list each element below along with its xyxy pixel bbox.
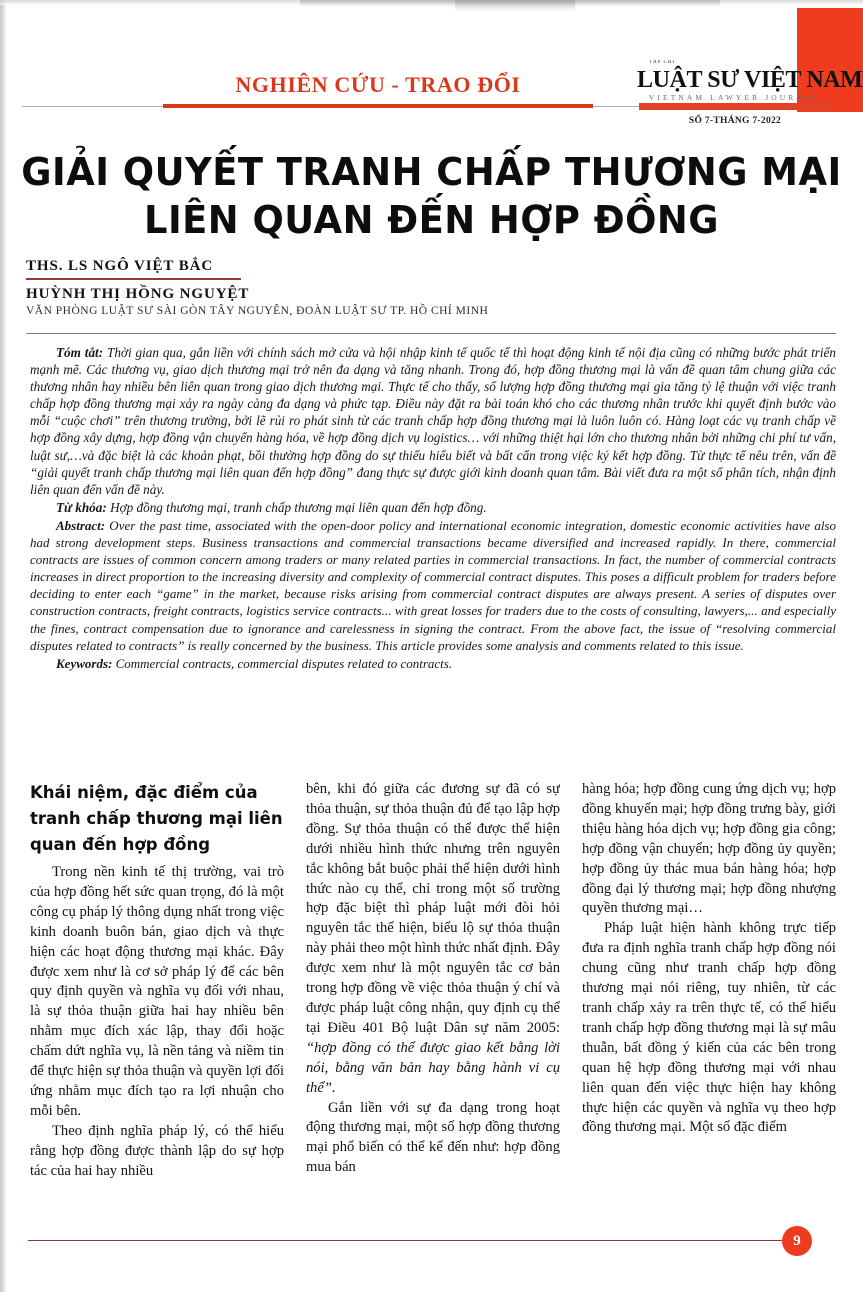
author-block bbox=[26, 258, 726, 317]
keywords-en-text: Commercial contracts, commercial disputes related to contracts. bbox=[112, 655, 453, 671]
paragraph: hàng hóa; hợp đồng cung ứng dịch vụ; hợp đồng khuyến mại; hợp đồng trưng bày, giới thiệu hàng hóa dịch vụ; hợp đồng gia công; hợp đồng vận chuyển; hợp đồng ủy quyền; hợp đồng ủy thác mua bán hàng hóa; hợp đồng đại lý thương mại; hợp đồng nhượng quyền thương mại… bbox=[582, 781, 836, 917]
body-columns bbox=[30, 780, 836, 1222]
journal-logo-subtitle: VIETNAM LAWYER JOURNAL bbox=[648, 93, 822, 102]
article-title bbox=[0, 148, 863, 244]
abstract-vi-text: Thời gian qua, gắn liền với chính sách mở cửa và hội nhập kinh tế quốc tế thì hoạt động kinh tế nội địa cũng có những bước phát triển mạnh mẽ. Các thương vụ, giao dịch thương mại trở nên đa dạng và tăng nhanh. Trong đó, hợp đồng thương mại là vấn đề quan tâm chung giữa các thương nhân hay nhiều bên liên quan trong giao dịch thương mại. Thực tế cho thấy, số lượng hợp đồng thương mại gia tăng tỷ lệ thuận với việc tranh chấp hợp đồng thương mại xảy ra ngày càng đa dạng và phức tạp. Điều này đặt ra bài toán khó cho các thương nhân trước khi quyết định bước vào mỗi “cuộc chơi” trên thương trường, bởi lẽ rủi ro phát sinh từ các tranh chấp hợp đồng thương mại là luôn luôn có. Hàng loạt các vụ tranh chấp về hợp đồng xây dựng, hợp đồng vận chuyển hàng hóa, về hợp đồng dịch vụ logistics… với những thiệt hại lớn cho thương nhân bởi những chi phí tư vấn, luật sư,…và đặc biệt là các khoản phạt, bồi thường hợp đồng do sự thiếu hiểu biết và bất cẩn trong việc ký kết hợp đồng. Từ thực tế nêu trên, vấn đề “giải quyết tranh chấp thương mại liên quan đến hợp đồng” đang thực sự được giới kinh doanh quan tâm. Bài viết đưa ra một số phân tích, nhận định liên quan đến vấn đề này. bbox=[30, 345, 836, 497]
footer-rule bbox=[28, 1240, 798, 1241]
author-secondary: HUỲNH THỊ HỒNG NGUYỆT bbox=[26, 286, 250, 302]
paragraph: Trong nền kinh tế thị trường, vai trò của hợp đồng hết sức quan trọng, đó là một công cụ pháp lý thông dụng nhất trong việc kinh doanh buôn bán, giao dịch và thực hiện các hoạt động thương mại khác. Đây được xem như là cơ sở pháp lý để các bên quy định quyền và nghĩa vụ đối với nhau, là sự thỏa thuận giữa hai hay nhiều bên nhằm mục đích xác lập, thay đổi hoặc chấm dứt nghĩa vụ, là nền tảng và niềm tin để thực hiện sự thỏa thuận và quyền lợi đối ứng nhằm mục đích tạo ra lợi nhuận cho mỗi bên. bbox=[30, 864, 284, 1119]
keywords-vi-label: Từ khóa: bbox=[56, 499, 107, 515]
journal-logo-title: LUẬT SƯ VIỆT NAM bbox=[637, 67, 863, 93]
paragraph: Pháp luật hiện hành không trực tiếp đưa ra định nghĩa tranh chấp hợp đồng nói chung cũng như tranh chấp hợp đồng thương mại nói riêng, tuy nhiên, từ các tranh chấp xảy ra trên thực tế, có thể hiểu tranh chấp hợp đồng thương mại là sự mâu thuẫn, bất đồng ý kiến của các bên trong quan hệ hợp đồng thương mại với nhau liên quan đến việc thực hiện hay không thực hiện các quyền và nghĩa vụ theo hợp đồng thương mại. Một số đặc điểm bbox=[582, 920, 836, 1136]
journal-logo-micro-text: TẠP CHÍ bbox=[649, 60, 676, 65]
journal-logo-red-bar bbox=[639, 103, 831, 110]
paragraph: Gắn liền với sự đa dạng trong hoạt động thương mại, một số hợp đồng thương mại phổ biến có thể kể đến như: hợp đồng mua bán bbox=[306, 1099, 560, 1176]
keywords-vietnamese bbox=[30, 499, 836, 516]
paragraph bbox=[306, 780, 560, 1099]
section-kicker: NGHIÊN CỨU - TRAO ĐỔI bbox=[235, 72, 521, 97]
abstract-vietnamese bbox=[30, 344, 836, 498]
abstract-en-text: Over the past time, associated with the open-door policy and international economic integration, domestic economic activities have also had strong development steps. Business transactions and commercial transactions became diversified and increased rapidly. In there, commercial contracts are issues of common concern among traders or many related parties in commercial transactions. In fact, the number of commercial contracts increases in direct proportion to the increasing diversity and complexity of commercial contract disputes. This poses a difficult problem for traders before deciding to enter each “game” in the market, because risks arising from commercial contract disputes are always present. A series of disputes over construction contracts, freight contracts, logistics service contracts... with great losses for traders due to the costs of consulting, lawyers,... and especially the fines, contract compensation due to ignorance and carelessness in signing the contract. From the above fact, the issue of “resolving commercial disputes related to contracts” is really concerned by the business. This article provides some analysis and comments related to this issue. bbox=[30, 517, 836, 653]
keywords-english bbox=[30, 655, 836, 672]
body-column-1 bbox=[30, 780, 284, 1222]
abstract-english bbox=[30, 517, 836, 654]
abstract-block bbox=[30, 344, 836, 673]
abstract-en-label: Abstract: bbox=[56, 517, 106, 533]
journal-logo bbox=[637, 60, 863, 126]
legal-quotation: “hợp đồng có thể được giao kết bằng lời nói, bằng văn bản hay bằng hành vi cụ thể”. bbox=[306, 1039, 560, 1096]
scan-smudge-secondary bbox=[455, 0, 575, 12]
body-column-3 bbox=[582, 780, 836, 1222]
keywords-vi-text: Hợp đồng thương mại, tranh chấp thương mại liên quan đến hợp đồng. bbox=[106, 499, 487, 515]
abstract-vi-label: Tóm tắt: bbox=[56, 345, 104, 360]
masthead bbox=[0, 60, 863, 142]
paragraph-text: bên, khi đó giữa các đương sự đã có sự thỏa thuận, sự thỏa thuận đủ để tạo lập hợp đồng. Sự thỏa thuận có thể được thể hiện dưới nhiều hình thức nhưng trên nguyên tắc không bắt buộc phải thể hiện dưới hình thức nào cụ thể, chỉ trong một số trường hợp đặc biệt thì pháp luật mới đòi hỏi nguyên tắc thể hiện, biểu lộ sự thỏa thuận này phải theo một hình thức nhất định. Đây được xem như là một nguyên tắc cơ bản trong hợp đồng về việc thỏa thuận ý chí và được pháp luật công nhận, quy định cụ thể tại Điều 401 Bộ luật Dân sự năm 2005: bbox=[306, 781, 560, 1036]
keywords-en-label: Keywords: bbox=[56, 655, 113, 671]
article-title-line-1: GIẢI QUYẾT TRANH CHẤP THƯƠNG MẠI bbox=[21, 150, 842, 194]
author-block-underline bbox=[26, 333, 836, 334]
section-heading: Khái niệm, đặc điểm của tranh chấp thương mại liên quan đến hợp đồng bbox=[30, 783, 283, 854]
section-kicker-rule bbox=[163, 104, 593, 108]
paragraph: Theo định nghĩa pháp lý, có thể hiểu rằng hợp đồng được thành lập do sự hợp tác của hai hay nhiều bbox=[30, 1122, 284, 1179]
article-title-line-2: LIÊN QUAN ĐẾN HỢP ĐỒNG bbox=[143, 198, 720, 242]
page-number-badge: 9 bbox=[782, 1226, 812, 1256]
author-rule bbox=[26, 278, 241, 280]
author-affiliation: VĂN PHÒNG LUẬT SƯ SÀI GÒN TÂY NGUYÊN, ĐOÀN LUẬT SƯ TP. HỒ CHÍ MINH bbox=[26, 305, 489, 317]
journal-issue-line: SỐ 7-THÁNG 7-2022 bbox=[688, 116, 782, 126]
author-primary: THS. LS NGÔ VIỆT BẮC bbox=[26, 258, 214, 274]
body-column-2 bbox=[306, 780, 560, 1222]
